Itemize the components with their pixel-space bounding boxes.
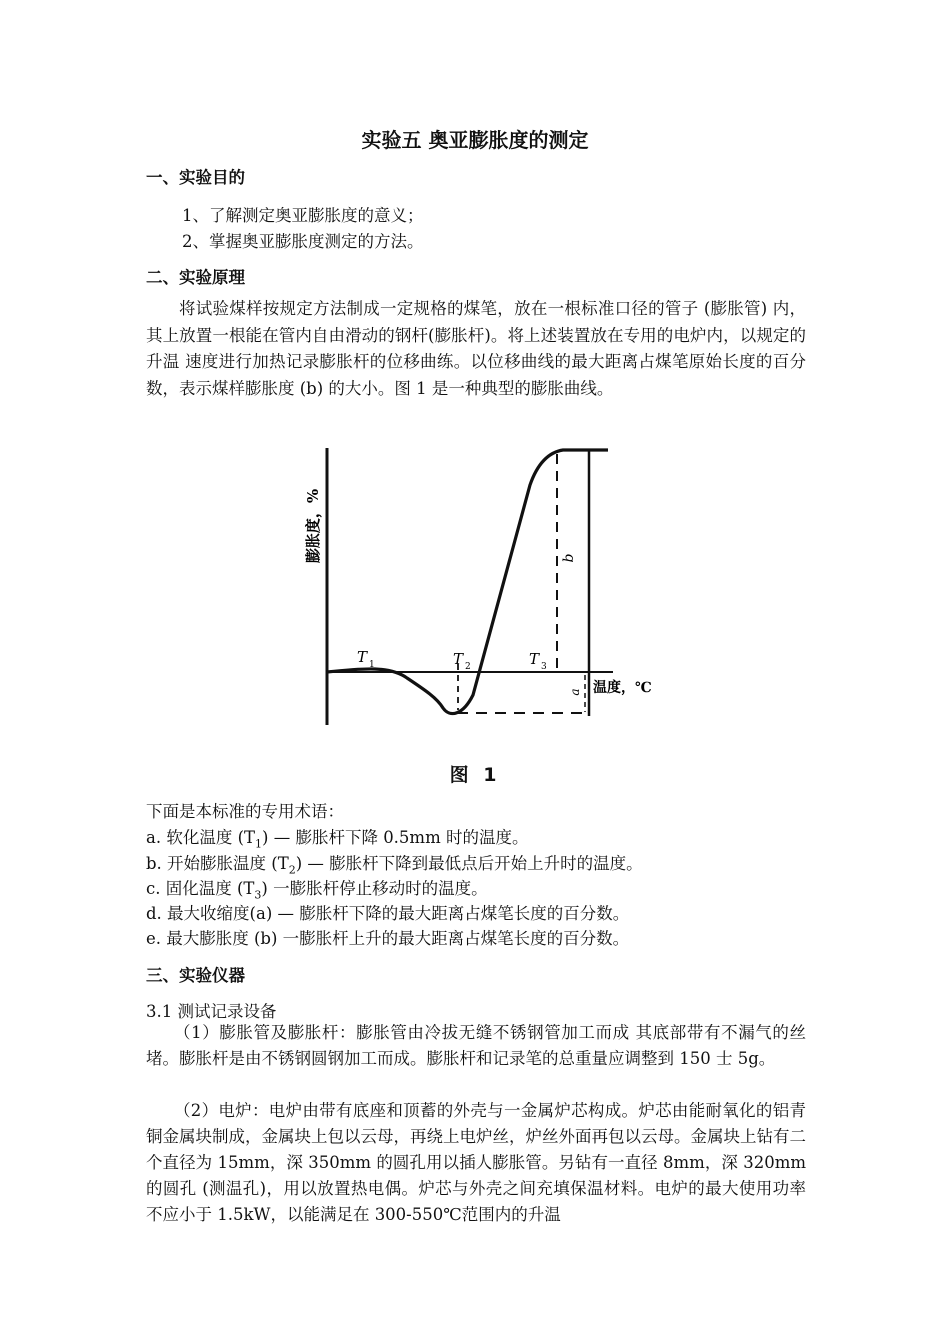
principle-paragraph: 将试验煤样按规定方法制成一定规格的煤笔，放在一根标准口径的管子 (膨胀管) 内，其上放置一根能在管内自由滑动的钢杆(膨胀杆)。将上述装置放在专用的电炉内，以规定的升温 速度进行加热记录膨胀杆的位移曲练。以位移曲线的最大距离占煤笔原始长度的百分数，表示煤样膨胀度 (b) 的大小。图 1 是一种典型的膨胀曲线。	[146, 299, 806, 398]
expansion-curve-figure	[295, 440, 665, 740]
term-b-subscript: 2	[288, 863, 296, 877]
term-a-text: a. 软化温度 (T	[146, 828, 256, 847]
terms-intro: 下面是本标准的专用术语：	[146, 802, 344, 821]
subsection-recording-equipment: 3.1 测试记录设备	[146, 1002, 277, 1021]
figure-caption: 图 1	[449, 764, 501, 786]
term-a-subscript: 1	[255, 837, 263, 851]
apparatus-paragraph-2: （2）电炉：电炉由带有底座和顶蓄的外壳与一金属炉芯构成。炉芯由能耐氧化的铝青铜金属块制成，金属块上包以云母，再绕上电炉丝，炉丝外面再包以云母。金属块上钻有二个直径为 15mm，深 350mm 的圆孔用以插人膨胀管。另钻有一直径 8mm，深 320mm 的圆孔 (测温孔)，用以放置热电偶。炉芯与外壳之间充填保温材料。电炉的最大使用功率不应小于 1.5kW，以能满足在 300-550℃范围内的升温	[146, 1101, 806, 1224]
page-title: 实验五 奥亚膨胀度的测定	[361, 128, 589, 152]
t1-subscript: 1	[369, 660, 375, 670]
t1-label: T	[357, 648, 368, 666]
purpose-item-2: 2、掌握奥亚膨胀度测定的方法。	[182, 232, 424, 251]
expansion-curve-diagram	[295, 440, 665, 740]
section-heading-purpose: 一、实验目的	[146, 168, 245, 187]
term-c	[146, 875, 806, 901]
apparatus-paragraph-1: （1）膨胀管及膨胀杆：膨胀管由冷拔无缝不锈钢管加工而成 其底部带有不漏气的丝堵。膨胀杆是由不锈钢圆钢加工而成。膨胀杆和记录笔的总重量应调整到 150 士 5g。	[146, 1023, 806, 1068]
expansion-curve	[327, 450, 608, 714]
term-c-text: c. 固化温度 (T	[146, 879, 255, 898]
term-b-definition: ) — 膨胀杆下降到最低点后开始上升时的温度。	[295, 854, 643, 873]
term-a-definition: ) — 膨胀杆下降 0.5mm 时的温度。	[262, 828, 529, 847]
term-c-definition: ) 一膨胀杆停止移动时的温度。	[261, 879, 488, 898]
t3-label: T	[529, 650, 540, 668]
term-b-text: b. 开始膨胀温度 (T	[146, 854, 289, 873]
t3-subscript: 3	[541, 662, 547, 672]
term-a	[146, 824, 806, 850]
a-label: a	[568, 688, 582, 696]
x-axis-label: 温度，℃	[593, 680, 652, 696]
t2-label: T	[453, 650, 464, 668]
y-axis-label: 膨胀度，%	[304, 488, 322, 564]
b-label: b	[561, 553, 577, 563]
purpose-item-1: 1、了解测定奥亚膨胀度的意义；	[182, 206, 424, 225]
term-c-subscript: 3	[254, 888, 262, 902]
term-d: d. 最大收缩度(a) — 膨胀杆下降的最大距离占煤笔长度的百分数。	[146, 904, 630, 923]
t2-subscript: 2	[465, 662, 471, 672]
term-b	[146, 850, 806, 876]
section-heading-apparatus: 三、实验仪器	[146, 966, 245, 985]
term-e: e. 最大膨胀度 (b) 一膨胀杆上升的最大距离占煤笔长度的百分数。	[146, 929, 630, 948]
section-heading-principle: 二、实验原理	[146, 268, 245, 287]
